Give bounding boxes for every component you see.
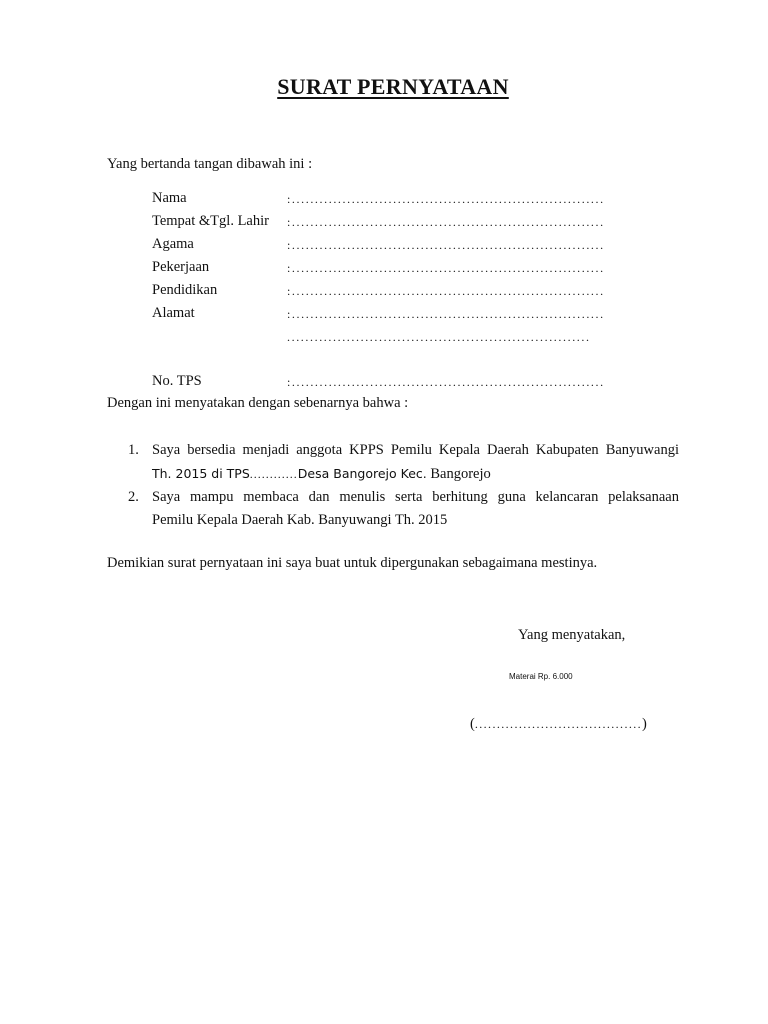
- point-fragment: Desa Bangorejo Kec.: [297, 466, 427, 481]
- field-label: No. TPS: [152, 373, 202, 389]
- field-label: Nama: [152, 190, 187, 206]
- field-value: :....................................................................: [287, 307, 605, 321]
- field-label: Tempat &Tgl. Lahir: [152, 213, 269, 229]
- field-value: :....................................................................: [287, 238, 605, 252]
- signature-close-paren: ): [642, 716, 647, 732]
- field-label: Agama: [152, 236, 194, 252]
- intro-text: Yang bertanda tangan dibawah ini :: [107, 156, 313, 172]
- signature-blank: ......................................: [474, 717, 643, 731]
- closing-text: Demikian surat pernyataan ini saya buat untuk dipergunakan sebagaimana mestinya.: [107, 555, 598, 571]
- field-value: :....................................................................: [287, 375, 605, 389]
- point-line: Saya mampu membaca dan menulis serta berhitung guna kelancaran pelaksanaan: [152, 489, 679, 505]
- signature-open-paren: (: [470, 716, 475, 732]
- list-number: 1.: [128, 442, 139, 458]
- field-label: Pendidikan: [152, 282, 218, 298]
- list-item: [107, 439, 679, 486]
- field-label: Pekerjaan: [152, 259, 210, 275]
- tps-blank: ............: [249, 467, 298, 481]
- field-value: :....................................................................: [287, 215, 605, 229]
- document-title: [0, 74, 768, 100]
- statement-text: Dengan ini menyatakan dengan sebenarnya bahwa :: [107, 395, 409, 411]
- field-value: :....................................................................: [287, 192, 605, 206]
- statement-points: [107, 439, 679, 532]
- point-fragment: Th. 2015 di TPS: [152, 466, 250, 481]
- signoff-text: Yang menyatakan,: [518, 627, 626, 643]
- list-number: 2.: [128, 489, 139, 505]
- field-label: Alamat: [152, 305, 195, 321]
- field-value: :....................................................................: [287, 284, 605, 298]
- field-value: :....................................................................: [287, 261, 605, 275]
- list-item: [107, 486, 679, 532]
- materai-label: Materai Rp. 6.000: [509, 672, 573, 681]
- point-line: [152, 462, 679, 486]
- signature-line: [470, 716, 647, 733]
- title-text: SURAT PERNYATAAN: [277, 74, 509, 99]
- point-fragment: Bangorejo: [426, 466, 491, 482]
- field-value: ..................................................................: [287, 330, 591, 344]
- point-line: Saya bersedia menjadi anggota KPPS Pemilu Kepala Daerah Kabupaten Banyuwangi: [152, 442, 679, 458]
- point-line: Pemilu Kepala Daerah Kab. Banyuwangi Th. 2015: [152, 512, 448, 528]
